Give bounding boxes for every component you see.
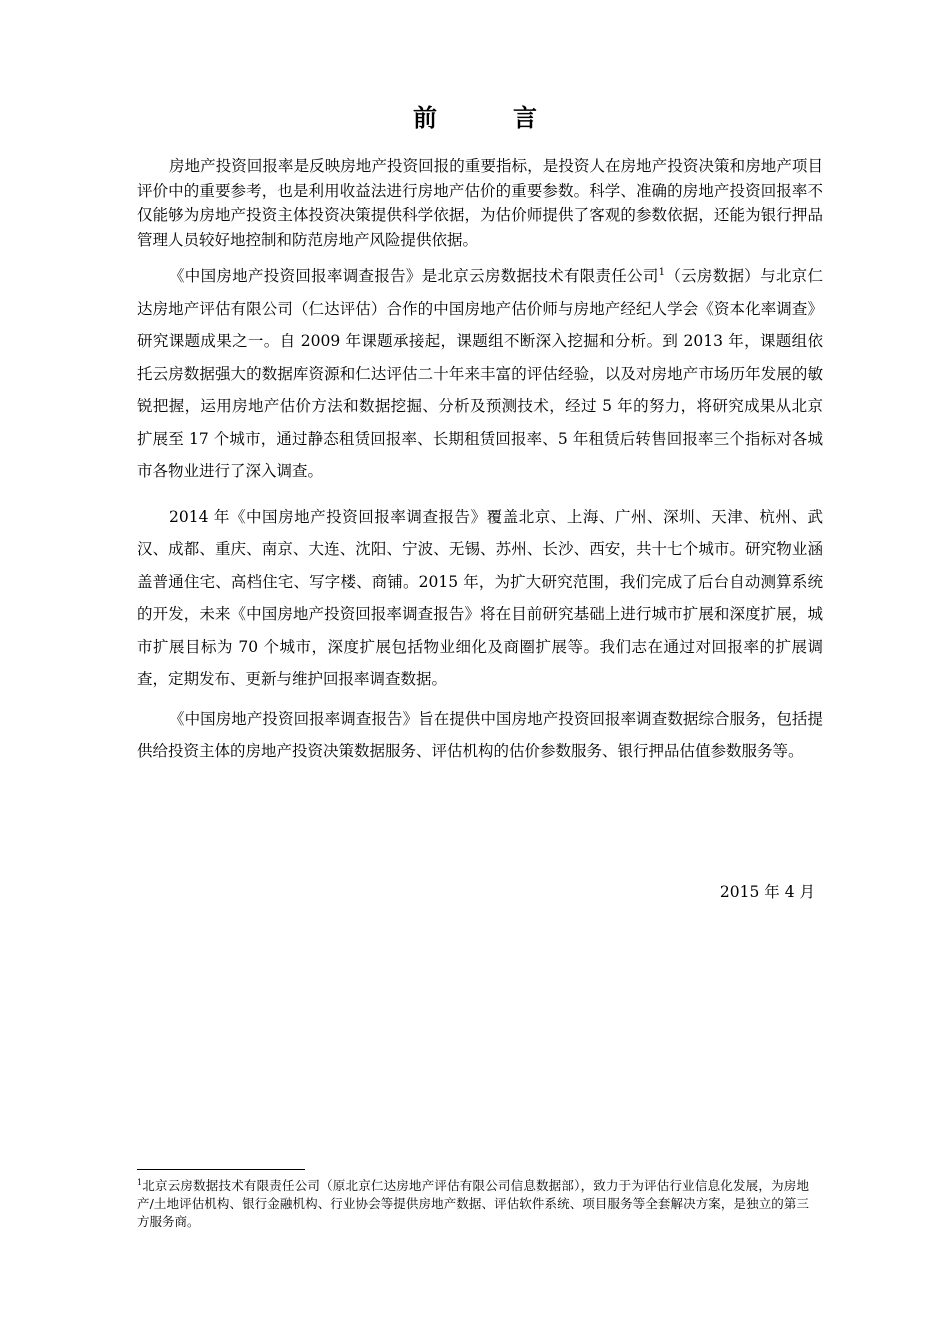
paragraph-report-origin xyxy=(137,260,823,488)
page-title: 前 言 xyxy=(413,103,563,132)
footnote-text: 北京云房数据技术有限责任公司（原北京仁达房地产评估有限公司信息数据部），致力于为评估行业信息化发展，为房地产/土地评估机构、银行金融机构、行业协会等提供房地产数据、评估软件系统、项目服务等全套解决方案，是独立的第三方服务商。 xyxy=(137,1178,809,1229)
footnote-divider xyxy=(137,1169,305,1170)
footnote-reference[interactable]: 1 xyxy=(658,266,666,278)
footnote xyxy=(137,1177,809,1231)
publication-date: 2015 年 4 月 xyxy=(719,883,815,901)
paragraph-report-origin-part2: （云房数据）与北京仁达房地产评估有限公司（仁达评估）合作的中国房地产估价师与房地产经纪人学会《资本化率调查》研究课题成果之一。自 2009 年课题承接起，课题组不断深入挖掘和分析。到 2013 年，课题组依托云房数据强大的数据库资源和仁达评估二十年来丰富的评估经验，以及对房地产市场历年发展的敏锐把握，运用房地产估价方法和数据挖掘、分析及预测技术，经过 5 年的努力，将研究成果从北京扩展至 17 个城市，通过静态租赁回报率、长期租赁回报率、5 年租赁后转售回报率三个指标对各城市各物业进行了深入调查。 xyxy=(137,267,824,480)
body-text xyxy=(137,154,823,768)
footnote-marker: 1 xyxy=(137,1177,143,1187)
paragraph-purpose: 《中国房地产投资回报率调查报告》旨在提供中国房地产投资回报率调查数据综合服务，包括提供给投资主体的房地产投资决策数据服务、评估机构的估价参数服务、银行押品估值参数服务等。 xyxy=(137,709,823,760)
paragraph-intro: 房地产投资回报率是反映房地产投资回报的重要指标，是投资人在房地产投资决策和房地产项目评价中的重要参考，也是利用收益法进行房地产估价的重要参数。科学、准确的房地产投资回报率不仅能够为房地产投资主体投资决策提供科学依据，为估价师提供了客观的参数依据，还能为银行押品管理人员较好地控制和防范房地产风险提供依据。 xyxy=(137,157,823,249)
paragraph-report-origin-part1: 《中国房地产投资回报率调查报告》是北京云房数据技术有限责任公司 xyxy=(169,267,659,285)
paragraph-coverage: 2014 年《中国房地产投资回报率调查报告》覆盖北京、上海、广州、深圳、天津、杭州、武汉、成都、重庆、南京、大连、沈阳、宁波、无锡、苏州、长沙、西安，共十七个城市。研究物业涵盖普通住宅、高档住宅、写字楼、商铺。2015 年，为扩大研究范围，我们完成了后台自动测算系统的开发，未来《中国房地产投资回报率调查报告》将在目前研究基础上进行城市扩展和深度扩展，城市扩展目标为 70 个城市，深度扩展包括物业细化及商圈扩展等。我们志在通过对回报率的扩展调查，定期发布、更新与维护回报率调查数据。 xyxy=(137,507,823,688)
